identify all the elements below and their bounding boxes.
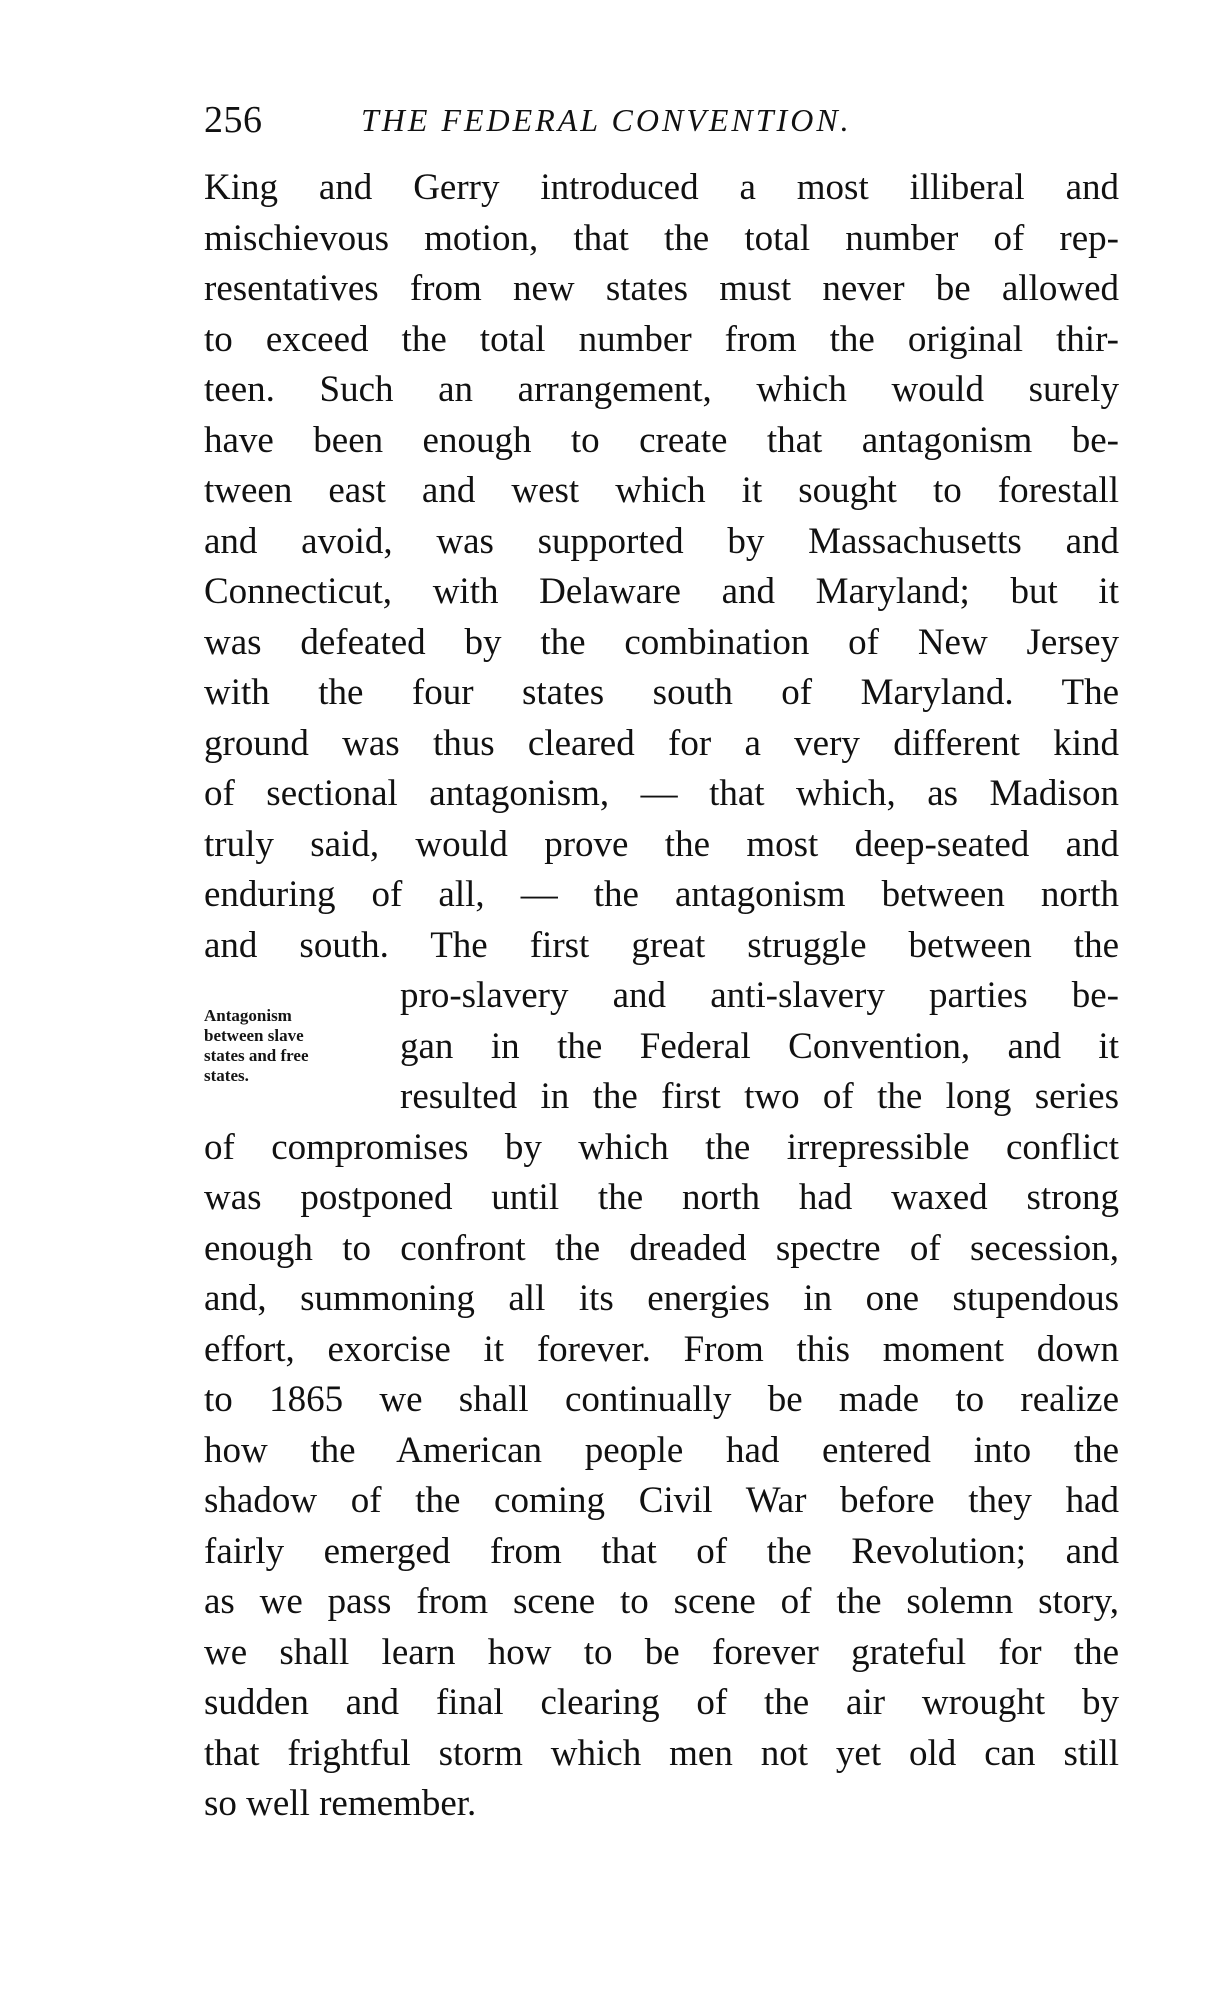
text-line: how the American people had entered into the xyxy=(204,1429,1119,1471)
margin-note-line: states. xyxy=(204,1066,249,1085)
page-number: 256 xyxy=(204,99,263,141)
text-line: Connecticut, with Delaware and Maryland; but it xyxy=(204,571,1119,612)
text-line: enough to confront the dreaded spectre of secession, xyxy=(204,1227,1119,1269)
text-line: and south. The first great struggle between the xyxy=(204,924,1119,966)
text-line: of compromises by which the irrepressible conflict xyxy=(204,1126,1119,1168)
margin-note-line: between slave xyxy=(204,1026,304,1045)
text-line: mischievous motion, that the total number of rep- xyxy=(204,217,1119,259)
text-line: as we pass from scene to scene of the solemn story, xyxy=(204,1581,1119,1622)
text-line: resentatives from new states must never be allowed xyxy=(204,268,1119,309)
text-line: tween east and west which it sought to forestall xyxy=(204,470,1119,511)
text-line: to 1865 we shall continually be made to realize xyxy=(204,1379,1119,1420)
text-line: resulted in the first two of the long series xyxy=(400,1076,1119,1117)
text-line: fairly emerged from that of the Revolution; and xyxy=(204,1530,1119,1572)
text-line: effort, exorcise it forever. From this moment down xyxy=(204,1328,1119,1370)
text-line: pro-slavery and anti-slavery parties be- xyxy=(400,975,1119,1016)
text-line: enduring of all, — the antagonism between north xyxy=(204,874,1119,915)
margin-note-line: Antagonism xyxy=(204,1006,292,1025)
page-header xyxy=(204,92,1124,148)
text-line: to exceed the total number from the original thir- xyxy=(204,318,1119,360)
body-text xyxy=(204,163,1119,1830)
text-line: with the four states south of Maryland. The xyxy=(204,672,1119,713)
text-line: gan in the Federal Convention, and it xyxy=(400,1025,1119,1067)
text-line: that frightful storm which men not yet old can still xyxy=(204,1732,1119,1774)
text-line: and, summoning all its energies in one stupendous xyxy=(204,1278,1119,1319)
text-line: was defeated by the combination of New Jersey xyxy=(204,621,1119,663)
margin-note-line: states and free xyxy=(204,1046,309,1065)
text-line: teen. Such an arrangement, which would surely xyxy=(204,369,1119,410)
text-line: King and Gerry introduced a most illiberal and xyxy=(204,167,1119,208)
running-title: THE FEDERAL CONVENTION. xyxy=(361,102,852,138)
text-line: so well remember. xyxy=(204,1783,477,1824)
text-line: shadow of the coming Civil War before they had xyxy=(204,1480,1119,1521)
text-line: and avoid, was supported by Massachusetts and xyxy=(204,520,1119,562)
text-line: was postponed until the north had waxed strong xyxy=(204,1177,1119,1218)
text-line: we shall learn how to be forever grateful for the xyxy=(204,1631,1119,1673)
text-line: ground was thus cleared for a very different kind xyxy=(204,722,1119,764)
text-line: of sectional antagonism, — that which, as Madison xyxy=(204,773,1119,814)
text-line: have been enough to create that antagonism be- xyxy=(204,419,1119,461)
text-line: sudden and final clearing of the air wrought by xyxy=(204,1682,1119,1723)
text-line: truly said, would prove the most deep-seated and xyxy=(204,823,1119,865)
